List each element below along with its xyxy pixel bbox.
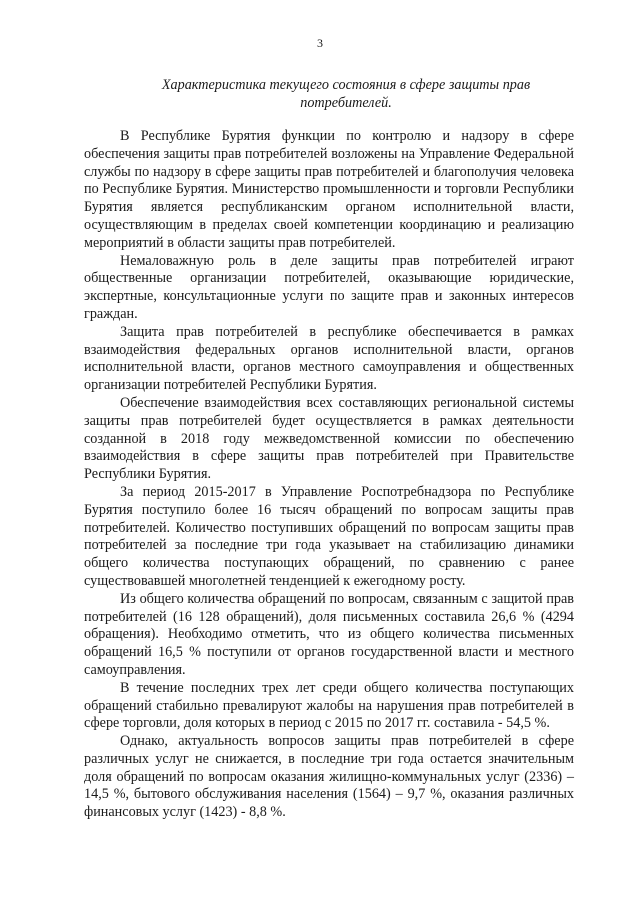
paragraph-services-complaints: Однако, актуальность вопросов защиты прав потребителей в сфере различных услуг не снижается, в последние три года остается значительным доля обращений по вопросам оказания жилищно-коммунальных услуг (2336) – 14,5 %, бытового обслуживания населения (1564) – 9,7 %, оказания различных финансовых услуг (1423) - 8,8 %. bbox=[84, 733, 574, 821]
page-number: 3 bbox=[317, 36, 323, 50]
document-body bbox=[84, 128, 574, 822]
paragraph-appeals-count: За период 2015-2017 в Управление Роспотребнадзора по Республике Бурятия поступило более 16 тысяч обращений по вопросам защиты прав потребителей. Количество поступивших обращений по вопросам защиты прав потребителей за последние три года указывает на стабилизацию динамики общего количества поступающих обращений, по сравнению с ранее существовавшей многолетней тенденцией к ежегодному росту. bbox=[84, 483, 574, 589]
paragraph-interagency-commission: Обеспечение взаимодействия всех составляющих региональной системы защиты прав потребителей будет осуществляется в рамках деятельности созданной в 2018 году межведомственной комиссии по обеспечению взаимодействия в сфере защиты прав потребителей при Правительстве Республики Бурятия. bbox=[84, 394, 574, 483]
paragraph-trade-complaints: В течение последних трех лет среди общего количества поступающих обращений стабильно превалируют жалобы на нарушения прав потребителей в сфере торговли, доля которых в период с 2015 по 2017 гг. составила - 54,5 %. bbox=[84, 679, 574, 732]
paragraph-supervision-authorities: В Республике Бурятия функции по контролю и надзору в сфере обеспечения защиты прав потребителей возложены на Управление Федеральной службы по надзору в сфере защиты прав потребителей и благополучия человека по Республике Бурятия. Министерство промышленности и торговли Республики Бурятия является республиканским органом исполнительной власти, осуществляющим в пределах своей компетенции координацию и реализацию мероприятий в области защиты прав потребителей. bbox=[84, 128, 574, 251]
paragraph-written-appeals-share: Из общего количества обращений по вопросам, связанным с защитой прав потребителей (16 128 обращений), доля письменных составила 26,6 % (4294 обращения). Необходимо отметить, что из общего количества письменных обращений 16,5 % поступили от органов государственной власти и местного самоуправления. bbox=[84, 590, 574, 678]
paragraph-interaction-bodies: Защита прав потребителей в республике обеспечивается в рамках взаимодействия федеральных органов исполнительной власти, органов исполнительной власти, органов местного самоуправления и общественных организации потребителей Республики Бурятия. bbox=[84, 323, 574, 394]
section-title: Характеристика текущего состояния в сфере защиты прав потребителей. bbox=[161, 77, 531, 111]
paragraph-public-organizations: Немаловажную роль в деле защиты прав потребителей играют общественные организации потребителей, оказывающие юридические, экспертные, консультационные услуги по защите прав и законных интересов граждан. bbox=[84, 252, 574, 322]
